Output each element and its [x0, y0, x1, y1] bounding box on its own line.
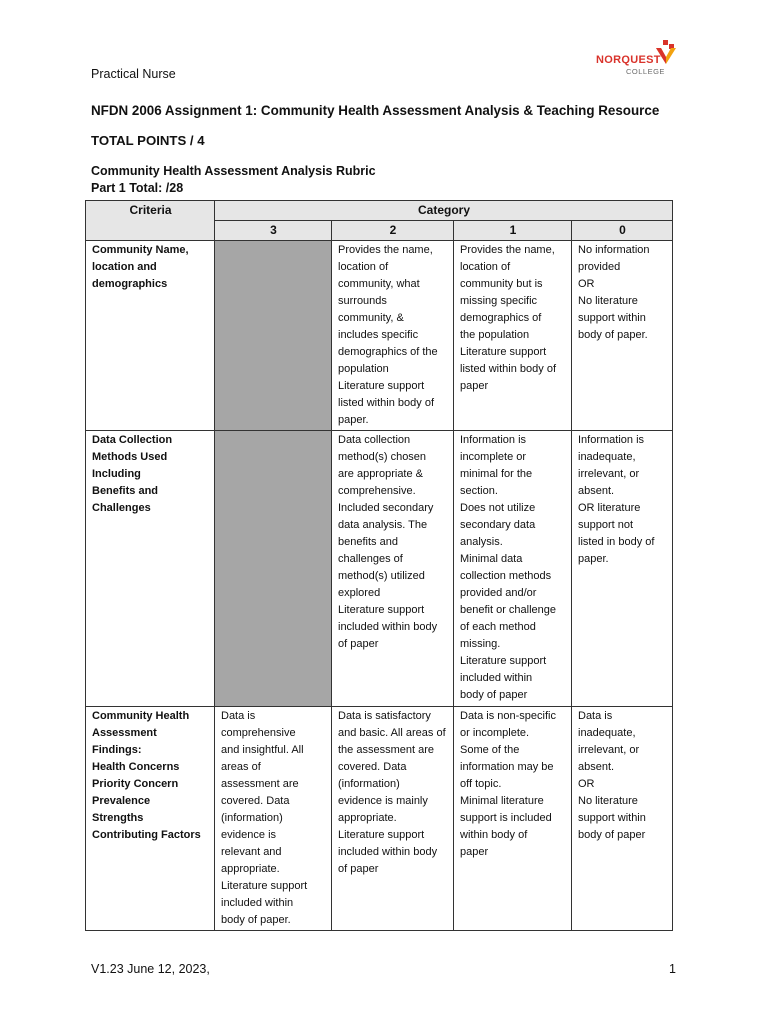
score-cell-3 [215, 241, 332, 431]
cell-text-line: incomplete or [460, 451, 527, 463]
table-row [86, 431, 673, 707]
cell-text-line: assessment are [221, 778, 299, 790]
cell-text-line: Literature support [338, 604, 425, 616]
cell-text-line: Prevalence [92, 795, 151, 807]
cell-text-line: challenges of [338, 553, 403, 565]
rubric-table [85, 200, 673, 931]
cell-text-line: Including [92, 468, 141, 480]
cell-text-line: population [338, 363, 389, 375]
logo-wordmark: NORQUEST [596, 54, 661, 66]
cell-text-line: evidence is [221, 829, 277, 841]
cell-text-line: data analysis. The [338, 519, 428, 531]
score-cell-1 [454, 707, 572, 931]
cell-text-line: OR literature [578, 502, 641, 514]
cell-text-line: included within [460, 672, 533, 684]
cell-text-line: community but is [460, 278, 543, 290]
cell-text-line: Provides the name, [460, 244, 555, 256]
cell-text-line: comprehensive [221, 727, 296, 739]
document-title: NFDN 2006 Assignment 1: Community Health Assessment Analysis & Teaching Resource [91, 103, 660, 118]
cell-text-line: of each method [460, 621, 536, 633]
cell-text-line: Literature support [338, 829, 425, 841]
score-cell-2 [332, 707, 454, 931]
score-header-2: 2 [332, 221, 454, 241]
cell-text-line: within body of [460, 829, 528, 841]
cell-text-line: covered. Data [338, 761, 407, 773]
cell-text-line: minimal for the [460, 468, 533, 480]
cell-text-line: benefits and [338, 536, 398, 548]
cell-text-line: included within body [338, 846, 438, 858]
cell-text-line: surrounds [338, 295, 387, 307]
cell-text-line: support within [578, 312, 646, 324]
cell-text-line: benefit or challenge [460, 604, 557, 616]
cell-text-line: support within [578, 812, 646, 824]
cell-text-line: paper [460, 846, 489, 858]
cell-text-line: absent. [578, 761, 615, 773]
cell-text-line: Community Health [92, 710, 190, 722]
cell-text-line: paper. [578, 553, 609, 565]
cell-text-line: Minimal literature [460, 795, 544, 807]
cell-text-line: missing specific [460, 295, 538, 307]
cell-text-line: Information is [460, 434, 527, 446]
cell-text-line: location of [338, 261, 389, 273]
cell-text-line: community, & [338, 312, 404, 324]
cell-text-line: Data is [221, 710, 256, 722]
page-number: 1 [669, 962, 676, 976]
cell-text-line: evidence is mainly [338, 795, 428, 807]
cell-text-line: and insightful. All [221, 744, 304, 756]
cell-text-line: inadequate, [578, 727, 636, 739]
cell-text-line: are appropriate & [338, 468, 423, 480]
cell-text-line: Contributing Factors [92, 829, 201, 841]
cell-text-line: (information) [338, 778, 400, 790]
cell-text-line: Assessment Findings: [92, 727, 157, 756]
cell-text-line: support is included [460, 812, 552, 824]
norquest-logo [596, 40, 680, 80]
cell-text-line: Priority Concern [92, 778, 179, 790]
cell-text-line: Minimal data [460, 553, 523, 565]
cell-text-line: body of paper [578, 829, 646, 841]
logo-mark-icon [654, 40, 678, 66]
cell-text-line: covered. Data [221, 795, 290, 807]
score-cell-0 [572, 707, 673, 931]
score-cell-1 [454, 431, 572, 707]
cell-text-line: areas of [221, 761, 261, 773]
cell-text-line: OR [578, 778, 595, 790]
cell-text-line: listed within body of [460, 363, 556, 375]
cell-text-line: demographics [92, 278, 168, 290]
score-cell-2 [332, 431, 454, 707]
cell-text-line: the population [460, 329, 530, 341]
cell-text-line: Data is satisfactory [338, 710, 431, 722]
score-cell-0 [572, 431, 673, 707]
cell-text-line: paper. [338, 414, 369, 426]
cell-text-line: Included secondary [338, 502, 434, 514]
cell-text-line: Challenges [92, 502, 151, 514]
score-header-1: 1 [454, 221, 572, 241]
footer-version: V1.23 June 12, 2023, [91, 962, 210, 976]
cell-text-line: paper [460, 380, 489, 392]
cell-text-line: section. [460, 485, 498, 497]
cell-text-line: analysis. [460, 536, 503, 548]
cell-text-line: missing. [460, 638, 501, 650]
cell-text-line: body of paper. [221, 914, 291, 926]
cell-text-line: Health Concerns [92, 761, 180, 773]
cell-text-line: Provides the name, [338, 244, 433, 256]
criteria-cell [86, 241, 215, 431]
cell-text-line: demographics of the [338, 346, 438, 358]
cell-text-line: Does not utilize [460, 502, 536, 514]
cell-text-line: of paper [338, 638, 379, 650]
criteria-cell [86, 707, 215, 931]
cell-text-line: Strengths [92, 812, 144, 824]
cell-text-line: Data is non-specific [460, 710, 556, 722]
score-cell-3 [215, 431, 332, 707]
criteria-header: Criteria [86, 201, 215, 241]
cell-text-line: provided [578, 261, 621, 273]
cell-text-line: secondary data [460, 519, 536, 531]
cell-text-line: provided and/or [460, 587, 537, 599]
cell-text-line: the assessment are [338, 744, 434, 756]
cell-text-line: body of paper [460, 689, 528, 701]
score-cell-1 [454, 241, 572, 431]
cell-text-line: relevant and [221, 846, 282, 858]
cell-text-line: (information) [221, 812, 283, 824]
cell-text-line: location of [460, 261, 511, 273]
cell-text-line: appropriate. [221, 863, 280, 875]
cell-text-line: included within body [338, 621, 438, 633]
cell-text-line: No information [578, 244, 650, 256]
table-row [86, 241, 673, 431]
cell-text-line: Data is [578, 710, 613, 722]
part-total: Part 1 Total: /28 [91, 181, 184, 195]
total-points: TOTAL POINTS / 4 [91, 133, 205, 148]
cell-text-line: body of paper. [578, 329, 648, 341]
cell-text-line: Some of the [460, 744, 520, 756]
cell-text-line: information may be [460, 761, 554, 773]
logo-subtext: COLLEGE [626, 67, 665, 76]
cell-text-line: Benefits and [92, 485, 159, 497]
cell-text-line: Community Name, [92, 244, 189, 256]
cell-text-line: explored [338, 587, 381, 599]
cell-text-line: No literature [578, 295, 638, 307]
cell-text-line: Methods Used [92, 451, 168, 463]
cell-text-line: appropriate. [338, 812, 397, 824]
rubric-body [86, 241, 673, 931]
cell-text-line: Information is [578, 434, 645, 446]
cell-text-line: location and [92, 261, 157, 273]
cell-text-line: method(s) chosen [338, 451, 427, 463]
cell-text-line: of paper [338, 863, 379, 875]
cell-text-line: No literature [578, 795, 638, 807]
cell-text-line: off topic. [460, 778, 502, 790]
cell-text-line: Literature support [221, 880, 308, 892]
category-header: Category [215, 201, 673, 221]
cell-text-line: Literature support [460, 655, 547, 667]
score-cell-0 [572, 241, 673, 431]
cell-text-line: OR [578, 278, 595, 290]
cell-text-line: listed in body of [578, 536, 655, 548]
cell-text-line: Data Collection [92, 434, 173, 446]
cell-text-line: and basic. All areas of [338, 727, 446, 739]
cell-text-line: irrelevant, or [578, 744, 640, 756]
cell-text-line: comprehensive. [338, 485, 416, 497]
program-name: Practical Nurse [91, 67, 176, 81]
cell-text-line: method(s) utilized [338, 570, 425, 582]
cell-text-line: collection methods [460, 570, 552, 582]
score-header-3: 3 [215, 221, 332, 241]
table-row [86, 707, 673, 931]
cell-text-line: support not [578, 519, 634, 531]
score-header-0: 0 [572, 221, 673, 241]
cell-text-line: listed within body of [338, 397, 434, 409]
score-cell-3 [215, 707, 332, 931]
cell-text-line: Data collection [338, 434, 411, 446]
cell-text-line: absent. [578, 485, 615, 497]
cell-text-line: demographics of [460, 312, 542, 324]
cell-text-line: includes specific [338, 329, 419, 341]
cell-text-line: included within [221, 897, 294, 909]
cell-text-line: or incomplete. [460, 727, 530, 739]
score-cell-2 [332, 241, 454, 431]
cell-text-line: community, what [338, 278, 420, 290]
rubric-title: Community Health Assessment Analysis Rubric [91, 164, 376, 178]
cell-text-line: inadequate, [578, 451, 636, 463]
cell-text-line: irrelevant, or [578, 468, 640, 480]
cell-text-line: Literature support [338, 380, 425, 392]
cell-text-line: Literature support [460, 346, 547, 358]
criteria-cell [86, 431, 215, 707]
